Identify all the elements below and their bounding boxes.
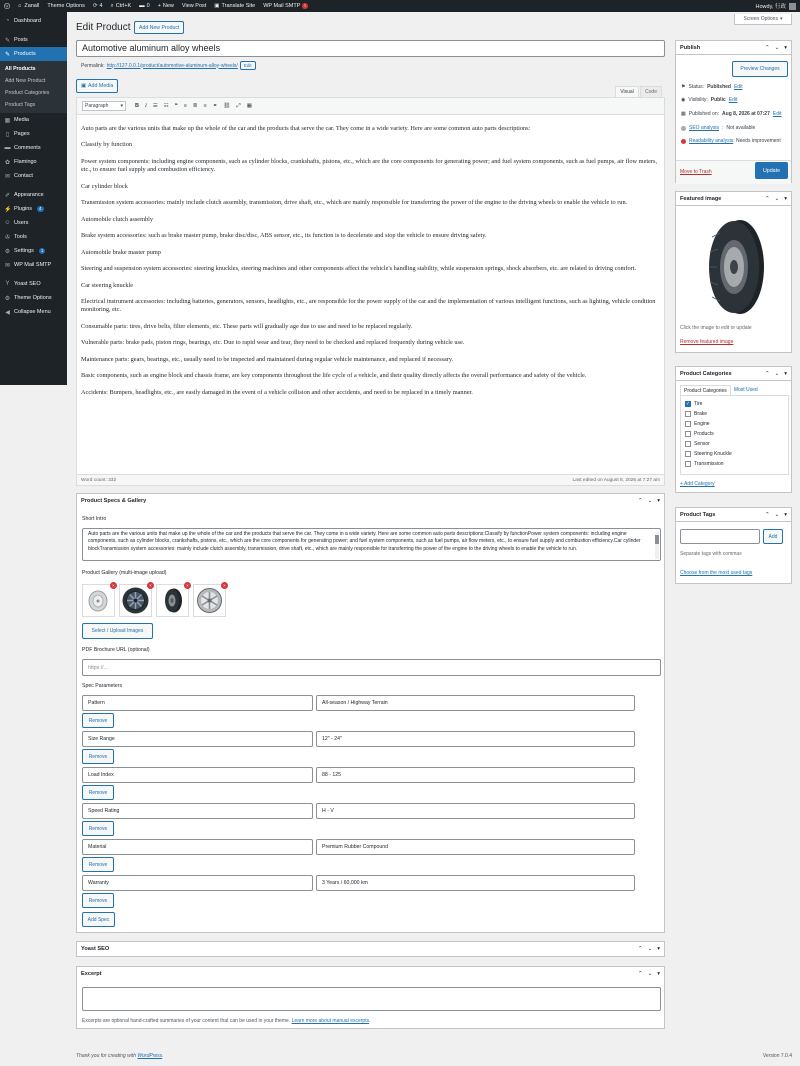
pin-icon: ⚑	[681, 84, 686, 90]
sidebar-item-dashboard[interactable]	[0, 14, 67, 28]
category-checkbox[interactable]	[685, 431, 691, 437]
permalink-label: Permalink:	[81, 62, 105, 69]
sidebar-label: Posts	[14, 37, 28, 43]
spec-value-input[interactable]: All-season / Highway Terrain	[316, 695, 635, 711]
spec-value-input[interactable]: 3 Years / 60,000 km	[316, 875, 635, 891]
add-spec-button[interactable]: Add Spec	[82, 912, 115, 927]
screen-options-button[interactable]	[734, 14, 792, 25]
content-paragraph: Basic components, such as engine block and chassis frame, are key components throughout the life cycle of a vehicle, and their quality directly affects the overall performance and safety of the vehicle.	[81, 372, 587, 380]
unlink-icon[interactable]: ⛓	[223, 103, 231, 109]
wp-mail-smtp-link[interactable]	[259, 0, 311, 12]
settings-count-badge: 1	[40, 248, 44, 253]
publish-title: Publish	[680, 44, 701, 51]
excerpt-box-header[interactable]	[77, 967, 664, 981]
excerpt-box-title: Excerpt	[81, 971, 102, 977]
command-palette-link[interactable]	[107, 0, 136, 12]
excerpt-help-text: Excerpts are optional hand-crafted summaries of your content that can be used in your theme.	[82, 1018, 291, 1024]
remove-image-icon[interactable]: ×	[184, 582, 191, 589]
wordpress-link[interactable]: WordPress	[137, 1053, 163, 1059]
category-item[interactable]	[685, 439, 788, 449]
readability-value: Needs improvement	[735, 138, 781, 144]
categories-box-header[interactable]	[676, 367, 791, 381]
submenu-all-products[interactable]: All Products	[5, 66, 36, 72]
italic-icon[interactable]: I	[144, 103, 147, 109]
toggle-icon[interactable]: ▾	[657, 971, 660, 977]
account-menu[interactable]	[752, 0, 800, 12]
category-label: Tire	[694, 401, 703, 407]
pin-icon: ✎	[4, 37, 11, 44]
sidebar-item-pages[interactable]	[0, 127, 67, 141]
sidebar-item-settings[interactable]	[0, 244, 67, 258]
screen-options-label: Screen Options	[743, 16, 778, 22]
move-down-icon[interactable]: ⌄	[647, 946, 653, 952]
status-edit-link[interactable]: Edit	[733, 84, 743, 90]
link-icon[interactable]: ⚭	[212, 103, 218, 109]
new-content-link[interactable]	[154, 0, 178, 12]
permalink-url[interactable]: http://127.0.0.1/product/automotive-aluminum-alloy-wheels/	[106, 62, 238, 69]
wordpress-logo-icon[interactable]	[0, 0, 14, 12]
sidebar-item-wp-mail-smtp[interactable]	[0, 258, 67, 272]
featured-hint: Click the image to edit or update	[680, 325, 752, 331]
pdf-label: PDF Brochure URL (optional)	[82, 647, 150, 653]
scrollbar[interactable]	[655, 532, 659, 559]
seo-analysis-link[interactable]: SEO analysis	[689, 125, 720, 131]
sidebar-label: Yoast SEO	[14, 281, 41, 287]
spec-value-input[interactable]: 88 - 125	[316, 767, 635, 783]
move-up-icon[interactable]: ⌃	[765, 195, 770, 202]
sidebar-label: Media	[14, 117, 29, 123]
editor-toolbar	[77, 98, 664, 115]
seo-value: Not available	[726, 125, 756, 131]
numbered-list-icon[interactable]: ☷	[163, 103, 169, 109]
permalink-edit-button[interactable]: Edit	[240, 61, 256, 70]
sidebar-item-tools[interactable]	[0, 230, 67, 244]
publish-actions	[676, 160, 791, 184]
flamingo-icon: ✿	[4, 159, 11, 166]
tags-box-header[interactable]	[676, 508, 791, 522]
select-upload-images-button[interactable]: Select / Upload Images	[82, 623, 153, 639]
align-center-icon[interactable]: ≣	[192, 103, 198, 109]
sidebar-label: Pages	[14, 131, 30, 137]
fullscreen-icon[interactable]: ⤢	[236, 102, 241, 109]
sidebar-label: Theme Options	[14, 295, 52, 301]
footer-thanks-text: Thank you for creating with	[76, 1053, 137, 1059]
short-intro-textarea[interactable]	[82, 528, 661, 561]
site-name-link[interactable]	[14, 0, 43, 12]
mail-icon: ✉	[4, 262, 11, 269]
caret-down-icon: ▾	[779, 16, 783, 22]
remove-spec-button[interactable]: Remove	[82, 713, 114, 728]
add-media-label: Add Media	[88, 83, 114, 89]
calendar-icon: ▦	[681, 111, 686, 117]
media-icon: ▦	[4, 117, 11, 124]
plugins-count-badge: 4	[39, 206, 42, 211]
published-row	[681, 111, 781, 117]
sidebar-label: Appearance	[14, 192, 44, 198]
editor-status-bar	[77, 474, 664, 485]
content-editor	[76, 97, 665, 486]
category-checkbox[interactable]	[685, 411, 691, 417]
sidebar-item-products[interactable]	[0, 47, 67, 61]
page-icon: ▯	[5, 131, 10, 138]
short-intro-label: Short Intro	[82, 516, 107, 522]
category-item[interactable]	[685, 399, 788, 409]
sidebar-item-comments[interactable]	[0, 141, 67, 155]
readability-row	[681, 138, 785, 144]
updates-link[interactable]	[89, 0, 107, 12]
product-specs-box	[76, 493, 665, 933]
spec-parameters-label: Spec Parameters	[82, 683, 123, 689]
format-select[interactable]	[82, 101, 126, 111]
excerpt-learn-more-link[interactable]: Learn more about manual excerpts	[291, 1018, 370, 1024]
excerpt-box	[76, 966, 665, 1029]
move-down-icon[interactable]: ⌄	[774, 195, 780, 202]
collapse-menu-button[interactable]	[0, 305, 67, 319]
spec-name-input[interactable]: Material	[82, 839, 313, 855]
move-down-icon[interactable]: ⌄	[647, 971, 653, 977]
comment-icon: ▬	[4, 145, 11, 151]
spec-name-input[interactable]: Size Range	[82, 731, 313, 747]
toolbar-toggle-icon[interactable]: ▦	[246, 103, 252, 109]
spec-name-input[interactable]: Speed Rating	[82, 803, 313, 819]
category-label: Brake	[694, 411, 708, 417]
published-date: Aug 8, 2026 at 07:27	[722, 111, 770, 117]
gear-icon: ⚙	[4, 295, 11, 302]
content-paragraph: Car cylinder block	[81, 182, 128, 190]
comments-link[interactable]	[135, 0, 154, 12]
remove-image-icon[interactable]: ×	[221, 582, 228, 589]
footer-version: Version 7.0.4	[762, 1053, 792, 1059]
content-paragraph: Transmission system accessories: mainly include clutch assembly, transmission, drive shaft, etc., which are mainly responsible for transferring the power of the engine to the driving wheels to enable the vehicle to run.	[81, 199, 628, 207]
tab-code[interactable]: Code	[640, 86, 662, 97]
tag-input[interactable]	[680, 529, 760, 544]
content-paragraph: Automobile brake master pump	[81, 248, 161, 256]
category-item[interactable]	[685, 459, 788, 469]
toggle-icon[interactable]: ▾	[784, 511, 787, 518]
translate-icon: ▣	[214, 3, 220, 9]
permalink-row	[81, 61, 256, 70]
move-up-icon[interactable]: ⌃	[765, 44, 770, 51]
category-checkbox[interactable]	[685, 461, 691, 467]
gallery-label: Product Gallery (multi-image upload)	[82, 570, 167, 576]
seo-score-icon	[681, 126, 686, 131]
view-post-link[interactable]: View Post	[181, 3, 207, 9]
category-item[interactable]	[685, 409, 788, 419]
sidebar-label: Comments	[14, 145, 41, 151]
search-icon: ⌕	[110, 2, 114, 9]
preview-changes-button[interactable]: Preview Changes	[732, 61, 788, 77]
visibility-row	[681, 97, 737, 103]
content-paragraph: Vulnerable parts: brake pads, piston rings, bearings, etc. Due to rapid wear and tear, they need to be checked and replaced frequently during vehicle use.	[81, 339, 465, 347]
category-label: Sensor	[694, 441, 710, 447]
bold-icon[interactable]: B	[135, 103, 139, 109]
content-paragraph: Electrical instrument accessories: including batteries, generators, sensors, headlights, etc., are responsible for the power supply of the car and the implementation of various intelligent functions, such as lighting, vehicle condition monitoring, etc.	[81, 298, 656, 314]
visibility-edit-link[interactable]: Edit	[728, 97, 738, 103]
sidebar-label: WP Mail SMTP	[14, 262, 52, 268]
featured-title: Featured image	[680, 195, 722, 202]
content-paragraph: Steering and suspension system accessories: steering knuckles, steering machines and other components affect the vehicle's handling stability, while suspension springs, shock absorbers, etc. are related to driving comfort.	[81, 265, 637, 273]
sidebar-item-contact[interactable]	[0, 169, 67, 183]
published-edit-link[interactable]: Edit	[772, 111, 782, 117]
move-up-icon[interactable]: ⌃	[765, 511, 770, 518]
sidebar-item-media[interactable]	[0, 113, 67, 127]
move-to-trash-link[interactable]: Move to Trash	[680, 169, 712, 175]
howdy-text: Howdy, 行政	[755, 4, 786, 10]
users-icon: ☺	[4, 220, 11, 226]
category-label: Steering Knuckle	[694, 451, 732, 457]
content-paragraph: Consumable parts: tires, drive belts, filter elements, etc. These parts will gradually age due to use and need to be replaced regularly.	[81, 322, 413, 330]
sidebar-label: Flamingo	[14, 159, 37, 165]
move-down-icon[interactable]: ⌄	[774, 44, 780, 51]
collapse-icon: ◀	[5, 309, 10, 316]
sidebar-label: Dashboard	[14, 18, 41, 24]
move-down-icon[interactable]: ⌄	[774, 511, 780, 518]
category-checkbox[interactable]: ✓	[685, 401, 691, 407]
post-title-input[interactable]: Automotive aluminum alloy wheels	[76, 40, 665, 57]
settings-icon: ⚙	[4, 248, 11, 255]
pdf-url-input[interactable]: https://...	[82, 659, 661, 676]
editor-content[interactable]	[77, 115, 664, 397]
translate-label: Translate Site	[221, 3, 256, 9]
blockquote-icon[interactable]: ❝	[174, 103, 178, 109]
submenu-add-new-product[interactable]: Add New Product	[5, 78, 46, 84]
specs-box-title: Product Specs & Gallery	[81, 498, 147, 504]
publish-box	[675, 40, 792, 183]
comment-icon: ▬	[139, 3, 145, 9]
sidebar-item-theme-options[interactable]	[0, 291, 67, 305]
visibility-label: Visibility:	[688, 97, 708, 103]
tire-image	[157, 585, 188, 616]
toggle-icon[interactable]: ▾	[657, 946, 660, 952]
svg-text:W: W	[5, 4, 9, 9]
category-label: Engine	[694, 421, 710, 427]
sidebar-item-flamingo[interactable]	[0, 155, 67, 169]
content-paragraph: Power system components: including engine components, such as cylinder blocks, crankshafts, pistons, etc., which are the core components for generating power; and fuel system components, such as fuel pumps, air flow meters, etc., to ensure fuel supply and combustion efficiency.	[81, 157, 658, 174]
move-up-icon[interactable]: ⌃	[765, 370, 770, 377]
update-button[interactable]: Update	[755, 162, 788, 179]
add-new-product-button[interactable]: Add New Product	[134, 21, 184, 34]
sidebar-label: Tools	[14, 234, 27, 240]
move-up-icon[interactable]: ⌃	[638, 946, 643, 952]
category-label: Products	[694, 431, 714, 437]
sidebar-item-users[interactable]	[0, 216, 67, 230]
publish-box-header[interactable]	[676, 41, 791, 55]
tags-title: Product Tags	[680, 511, 716, 518]
silver-rim-image	[83, 585, 114, 616]
spec-value-input[interactable]: H - V	[316, 803, 635, 819]
category-checkbox[interactable]	[685, 451, 691, 457]
category-checklist	[680, 395, 789, 475]
smtp-alert-badge: !	[304, 3, 306, 8]
yoast-box-title: Yoast SEO	[81, 946, 110, 952]
category-label: Transmission	[694, 461, 724, 467]
tags-help: Separate tags with commas	[680, 551, 742, 557]
sidebar-label: Plugins	[14, 206, 33, 212]
content-paragraph: Classify by function	[81, 141, 133, 149]
site-name: Zanall	[24, 3, 40, 9]
short-intro-text: Auto parts are the various units that make up the whole of the car and the products that serve the car. They come in a wide variety. Here are some common auto parts descriptions:Classify by functionPower system components: including engine components, such as cylinder blocks, crankshafts, pistons, etc., which are the core components for generating power; and fuel system components, such as fuel pumps, air flow meters, etc., to ensure fuel supply and combustion efficiency.Car cylinder blockTransmission system accessories: mainly include clutch assembly, transmission, drive shaft, etc., which are mainly responsible for transferring the power of the engine to the driving wheels to enable the vehicle to run.	[88, 531, 641, 552]
tab-all-categories[interactable]: Product Categories	[680, 385, 731, 396]
categories-title: Product Categories	[680, 370, 732, 377]
sidebar-label: Contact	[14, 173, 33, 179]
sidebar-label: Users	[14, 220, 29, 226]
admin-bar	[0, 0, 800, 12]
status-label: Status:	[688, 84, 705, 90]
tab-visual[interactable]: Visual	[615, 86, 639, 97]
gallery-thumb-rim[interactable]	[82, 584, 115, 617]
remove-spec-button[interactable]: Remove	[82, 749, 114, 764]
dark-wheel-image	[120, 585, 151, 616]
readability-score-icon	[681, 139, 686, 144]
toggle-icon[interactable]: ▾	[784, 195, 787, 202]
spec-name-input[interactable]: Pattern	[82, 695, 313, 711]
move-down-icon[interactable]: ⌄	[774, 370, 780, 377]
last-edited: Last edited on August 8, 2026 at 7:27 am	[572, 477, 660, 483]
sidebar-item-plugins[interactable]	[0, 202, 67, 216]
sidebar-label: Collapse Menu	[14, 309, 51, 315]
visibility-value: Public	[710, 97, 726, 103]
comments-count: 0	[146, 3, 150, 9]
updates-icon: ⟳	[92, 3, 98, 9]
status-value: Published	[707, 84, 731, 90]
move-up-icon[interactable]: ⌃	[638, 971, 643, 977]
seo-colon: :	[722, 125, 724, 131]
new-label: New	[162, 3, 174, 9]
product-tags-box	[675, 507, 792, 584]
seo-row	[681, 125, 755, 131]
eye-icon: ◉	[681, 97, 686, 103]
readability-text: Readability analysis: Needs improvement	[689, 138, 781, 144]
spec-value-input[interactable]: Premium Rubber Compound	[316, 839, 635, 855]
products-submenu	[0, 61, 67, 113]
content-paragraph: Maintenance parts: gears, bearings, etc., usually need to be inspected and maintained during regular vehicle maintenance, and replaced if necessary.	[81, 355, 454, 363]
featured-tire-image[interactable]	[700, 217, 770, 317]
toggle-icon[interactable]: ▾	[784, 44, 787, 51]
specs-box-header[interactable]	[77, 494, 664, 508]
admin-sidebar	[0, 12, 67, 385]
home-icon: ⌂	[18, 3, 22, 9]
align-right-icon[interactable]: ≡	[203, 103, 207, 109]
add-media-button[interactable]	[76, 79, 118, 93]
bullet-list-icon[interactable]: ☰	[152, 103, 158, 109]
yoast-box-header[interactable]	[77, 942, 664, 956]
choose-most-used-tags-link[interactable]: Choose from the most used tags	[680, 570, 753, 576]
readability-analysis-link[interactable]: Readability analysis	[689, 138, 734, 144]
tab-most-used[interactable]: Most Used	[733, 387, 758, 393]
gallery-thumb-wheel[interactable]	[119, 584, 152, 617]
yoast-seo-box	[76, 941, 665, 957]
remove-featured-image-link[interactable]: Remove featured image	[680, 339, 734, 345]
published-label: Published on:	[688, 111, 720, 117]
spec-name-input[interactable]: Load Index	[82, 767, 313, 783]
sidebar-item-appearance[interactable]	[0, 188, 67, 202]
word-count: Word count: 332	[81, 477, 117, 483]
products-icon: ✎	[4, 51, 11, 58]
format-value: Paragraph	[85, 103, 109, 109]
yoast-icon: Y	[5, 281, 10, 287]
featured-box-header[interactable]	[676, 192, 791, 206]
toggle-icon[interactable]: ▾	[657, 498, 660, 504]
smtp-label: WP Mail SMTP	[263, 3, 301, 9]
avatar	[789, 3, 796, 10]
content-paragraph: Accidents: Bumpers, headlights, etc., are easily damaged in the event of a vehicle collision and other accidents, and need to be replaced in a timely manner.	[81, 388, 473, 396]
content-paragraph: Brake system accessories: such as brake master pump, brake disc/disc, ABS sensor, etc., its function is to decelerate and stop the vehicle to ensure driving safety.	[81, 232, 487, 240]
content-paragraph: Automobile clutch assembly	[81, 215, 154, 223]
spec-name-input[interactable]: Warranty	[82, 875, 313, 891]
content-paragraph: Auto parts are the various units that make up the whole of the car and the products that serve the car. They come in a wide variety. Here are some common auto parts descriptions:	[81, 125, 531, 132]
content-paragraph: Car steering knuckle	[81, 281, 134, 289]
category-checkbox[interactable]	[685, 421, 691, 427]
remove-spec-button[interactable]: Remove	[82, 893, 114, 908]
submenu-product-tags[interactable]: Product Tags	[5, 102, 36, 108]
product-categories-box	[675, 366, 792, 493]
category-item[interactable]	[685, 449, 788, 459]
status-row	[681, 84, 743, 90]
media-icon: ▣	[81, 83, 87, 89]
excerpt-textarea[interactable]	[82, 987, 661, 1011]
translate-site-link[interactable]	[210, 0, 259, 12]
featured-image-box	[675, 191, 792, 353]
add-tag-button[interactable]: Add	[763, 529, 783, 544]
page-title: Edit Product	[76, 22, 131, 33]
footer-thanks: Thank you for creating with WordPress.	[76, 1053, 164, 1059]
category-item[interactable]	[685, 429, 788, 439]
remove-spec-button[interactable]: Remove	[82, 821, 114, 836]
remove-spec-button[interactable]: Remove	[82, 857, 114, 872]
toggle-icon[interactable]: ▾	[784, 370, 787, 377]
add-category-link[interactable]: + Add Category	[680, 481, 715, 487]
spec-value-input[interactable]: 12" - 24"	[316, 731, 635, 747]
updates-count: 4	[99, 3, 103, 9]
gallery-thumb-alloy[interactable]	[193, 584, 226, 617]
move-down-icon[interactable]: ⌄	[647, 498, 653, 504]
align-left-icon[interactable]: ≡	[183, 103, 187, 109]
sidebar-label: Products	[14, 51, 36, 57]
dashboard-icon: ◔	[5, 18, 10, 24]
category-checkbox[interactable]	[685, 441, 691, 447]
sidebar-item-posts[interactable]	[0, 33, 67, 47]
sidebar-item-yoast-seo[interactable]	[0, 277, 67, 291]
brush-icon: ✐	[4, 192, 11, 199]
remove-spec-button[interactable]: Remove	[82, 785, 114, 800]
category-item[interactable]	[685, 419, 788, 429]
sidebar-label: Settings	[14, 248, 34, 254]
caret-down-icon: ▾	[120, 103, 123, 109]
gallery-thumb-tire[interactable]	[156, 584, 189, 617]
remove-image-icon[interactable]: ×	[147, 582, 154, 589]
move-up-icon[interactable]: ⌃	[638, 498, 643, 504]
remove-image-icon[interactable]: ×	[110, 582, 117, 589]
wrench-icon: ✇	[4, 234, 11, 241]
alloy-wheel-image	[194, 585, 225, 616]
shortcut-label: Ctrl+K	[115, 3, 132, 9]
theme-options-link[interactable]: Theme Options	[47, 3, 85, 9]
submenu-product-categories[interactable]: Product Categories	[5, 90, 50, 96]
envelope-icon: ✉	[4, 173, 11, 180]
plug-icon: ⚡	[4, 206, 12, 213]
plus-icon: +	[157, 3, 161, 9]
excerpt-help: Excerpts are optional hand-crafted summaries of your content that can be used in your theme. Learn more about manual excerpts.	[82, 1018, 371, 1024]
